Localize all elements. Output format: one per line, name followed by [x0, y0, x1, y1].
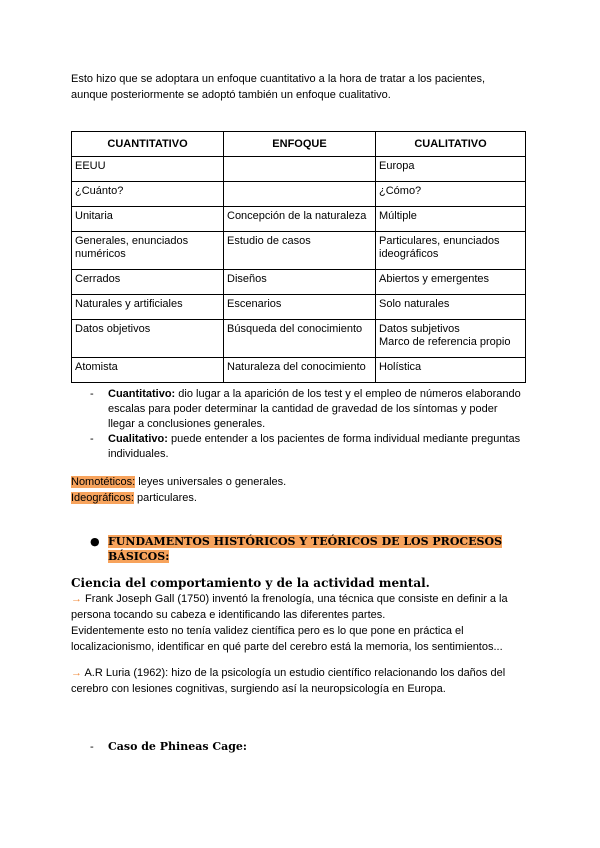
paragraph-text: Evidentemente esto no tenía validez científica pero es lo que pone en práctica el: [71, 625, 464, 637]
table-row: [72, 157, 526, 182]
arrow-icon: →: [71, 593, 82, 605]
table-cell: EEUU: [72, 157, 224, 182]
table-header: CUALITATIVO: [376, 132, 526, 157]
table-row: [72, 270, 526, 295]
bullet-dot-icon: ●: [90, 535, 100, 548]
subheading: Ciencia del comportamiento y de la actividad mental.: [71, 576, 430, 590]
table-cell: Unitaria: [72, 207, 224, 232]
table-row: [72, 182, 526, 207]
comparison-table: [71, 131, 526, 383]
definition-ideograficos: [71, 490, 197, 506]
table-cell: Diseños: [224, 270, 376, 295]
table-cell: Holística: [376, 358, 526, 383]
paragraph-text: persona tocando su cabeza e identificando las diferentes partes.: [71, 609, 386, 621]
dash-bullet: -: [90, 740, 94, 753]
intro-line: aunque posteriormente se adoptó también un enfoque cualitativo.: [71, 89, 391, 101]
table-cell: ¿Cuánto?: [72, 182, 224, 207]
table-header-row: [72, 132, 526, 157]
bullet-term: Cuantitativo:: [108, 388, 176, 400]
table-cell: [224, 182, 376, 207]
table-cell: Cerrados: [72, 270, 224, 295]
arrow-icon: →: [71, 667, 82, 679]
paragraph-text: Frank Joseph Gall (1750) inventó la frenología, una técnica que consiste en definir a la: [82, 593, 508, 605]
table-row: [72, 295, 526, 320]
bullet-text: individuales.: [108, 448, 169, 460]
case-label: Caso de Phineas Cage:: [108, 740, 247, 753]
table-cell: Solo naturales: [376, 295, 526, 320]
table-cell: Atomista: [72, 358, 224, 383]
table-cell: [224, 157, 376, 182]
bullet-text: dio lugar a la aparición de los test y el empleo de números elaborando: [178, 388, 521, 400]
table-cell: Naturaleza del conocimiento: [224, 358, 376, 383]
table-cell: Concepción de la naturaleza: [224, 207, 376, 232]
table-cell: Búsqueda del conocimiento: [224, 320, 376, 358]
section-title-line: BÁSICOS:: [108, 550, 170, 563]
intro-line: Esto hizo que se adoptara un enfoque cuantitativo a la hora de tratar a los pacientes,: [71, 73, 485, 85]
table-header: CUANTITATIVO: [72, 132, 224, 157]
bullet-term: Cualitativo:: [108, 433, 168, 445]
highlighted-term: Nomotéticos:: [71, 476, 136, 488]
definition-text: particulares.: [133, 492, 197, 504]
table-cell: Escenarios: [224, 295, 376, 320]
paragraph-text: A.R Luria (1962): hizo de la psicología un estudio científico relacionando los daños del: [82, 667, 506, 679]
table-row: [72, 207, 526, 232]
table-row: [72, 232, 526, 270]
section-title-line: FUNDAMENTOS HISTÓRICOS Y TEÓRICOS DE LOS PROCESOS: [108, 535, 503, 548]
highlighted-term: Ideográficos:: [71, 492, 134, 504]
table-cell: Abiertos y emergentes: [376, 270, 526, 295]
table-cell: Generales, enunciados numéricos: [72, 232, 224, 270]
table-row: [72, 320, 526, 358]
bullet-text: puede entender a los pacientes de forma individual mediante preguntas: [170, 433, 521, 445]
bullet-text: llegar a conclusiones generales.: [108, 418, 266, 430]
dash-bullet: -: [90, 433, 94, 445]
table-row: [72, 358, 526, 383]
table-cell: Múltiple: [376, 207, 526, 232]
table-cell: Naturales y artificiales: [72, 295, 224, 320]
table-cell: Particulares, enunciados ideográficos: [376, 232, 526, 270]
table-cell: Estudio de casos: [224, 232, 376, 270]
table-header: ENFOQUE: [224, 132, 376, 157]
dash-bullet: -: [90, 388, 94, 400]
table-cell: Europa: [376, 157, 526, 182]
paragraph-text: cerebro con lesiones cognitivas, surgiendo así la neuropsicología en Europa.: [71, 683, 446, 695]
definition-text: leyes universales o generales.: [135, 476, 287, 488]
intro-paragraph: [71, 71, 541, 103]
gall-paragraph: [71, 591, 541, 655]
table-cell: ¿Cómo?: [376, 182, 526, 207]
luria-paragraph: [71, 665, 541, 697]
table-cell: Datos subjetivos Marco de referencia propio: [376, 320, 526, 358]
bullet-text: escalas para poder determinar la cantidad de gravedad de los síntomas y poder: [108, 403, 498, 415]
paragraph-text: localizacionismo, identificar en qué parte del cerebro está la memoria, los sentimientos...: [71, 641, 503, 653]
definition-nomoteticos: [71, 474, 286, 490]
table-cell: Datos objetivos: [72, 320, 224, 358]
